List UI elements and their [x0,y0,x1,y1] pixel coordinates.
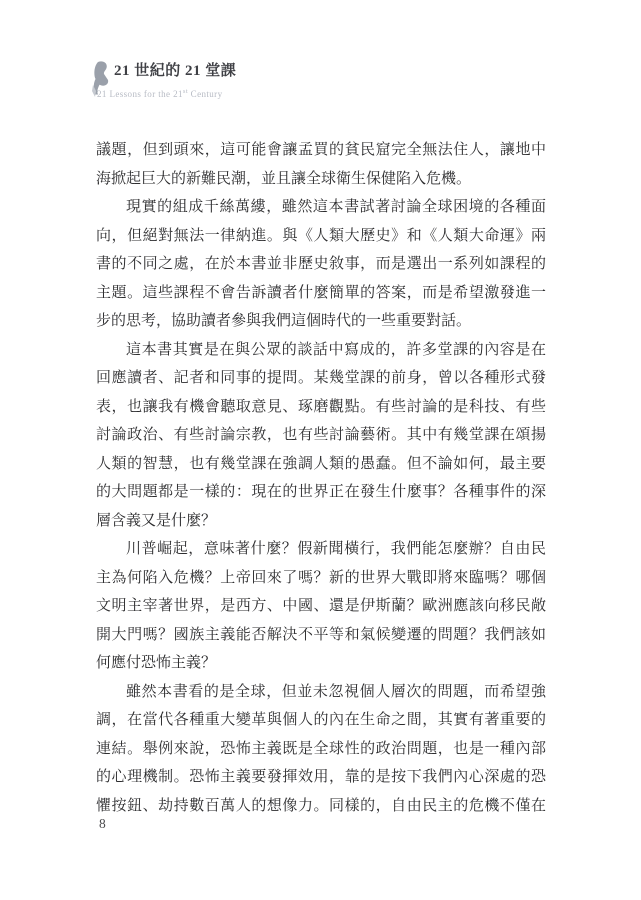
book-subtitle [97,88,222,99]
page-text-line: 層含義又是什麼？ [96,512,217,529]
page-text-line: 人類的智慧，也有幾堂課在強調人類的愚蠢。但不論如何，最主要 [96,455,546,472]
page-text-line: 主為何陷入危機？上帝回來了嗎？新的世界大戰即將來臨嗎？哪個 [96,569,546,586]
page-text-line: 的大問題都是一樣的：現在的世界正在發生什麼事？各種事件的深 [96,484,546,500]
page-text-line: 向，但絕對無法一律納進。與《人類大歷史》和《人類大命運》兩 [96,227,546,244]
page-text-line: 海掀起巨大的新難民潮，並且讓全球衛生保健陷入危機。 [96,170,472,187]
page-text-line: 連結。舉例來說，恐怖主義既是全球性的政治問題，也是一種內部 [96,740,546,757]
page-text-line: 這本書其實是在與公眾的談話中寫成的，許多堂課的內容是在 [126,341,546,358]
page-text-line: 步的思考，協助讀者參與我們這個時代的一些重要對話。 [96,313,472,329]
page-text-block [96,136,546,820]
page-number: 8 [99,816,106,831]
page-text-line: 主題。這些課程不會告訴讀者什麼簡單的答案，而是希望激發進一 [96,284,546,301]
book-header [91,58,351,108]
page-text-line: 調，在當代各種重大變革與個人的內在生命之間，其實有著重要的 [96,712,546,728]
page-text-line: 的心理機制。恐怖主義要發揮效用，靠的是按下我們內心深處的恐 [96,769,546,785]
page-text-line: 開大門嗎？國族主義能否解決不平等和氣候變遷的問題？我們該如 [96,626,546,643]
book-subtitle-tail: Century [188,89,223,99]
page-text-line: 回應讀者、記者和同事的提問。某幾堂課的前身，曾以各種形式發 [96,370,546,386]
page-text-line: 議題，但到頭來，這可能會讓孟買的貧民窟完全無法住人，讓地中 [96,142,546,158]
page-text-line: 書的不同之處，在於本書並非歷史敘事，而是選出一系列如課程的 [96,256,546,272]
page-text-line: 川普崛起，意味著什麼？假新聞橫行，我們能怎麼辦？自由民 [126,541,546,557]
book-title: 21 世紀的 21 堂課 [114,63,237,79]
book-subtitle-text: 21 Lessons for the 21 [97,89,183,99]
page-text-line: 表，也讓我有機會聽取意見、琢磨觀點。有些討論的是科技、有些 [96,398,546,415]
page-text-line: 何應付恐怖主義？ [96,655,217,671]
page-text-line: 雖然本書看的是全球，但並未忽視個人層次的問題，而希望強 [126,683,546,700]
page-text-line: 討論政治、有些討論宗教，也有些討論藝術。其中有幾堂課在頌揚 [96,427,546,443]
page-text-line: 懼按鈕、劫持數百萬人的想像力。同樣的，自由民主的危機不僅在 [96,797,546,814]
page-text-line: 現實的組成千絲萬縷，雖然這本書試著討論全球困境的各種面 [126,199,546,215]
book-subtitle-ordinal: st [182,88,189,95]
page-text-line: 文明主宰著世界，是西方、中國、還是伊斯蘭？歐洲應該向移民敞 [96,598,546,614]
